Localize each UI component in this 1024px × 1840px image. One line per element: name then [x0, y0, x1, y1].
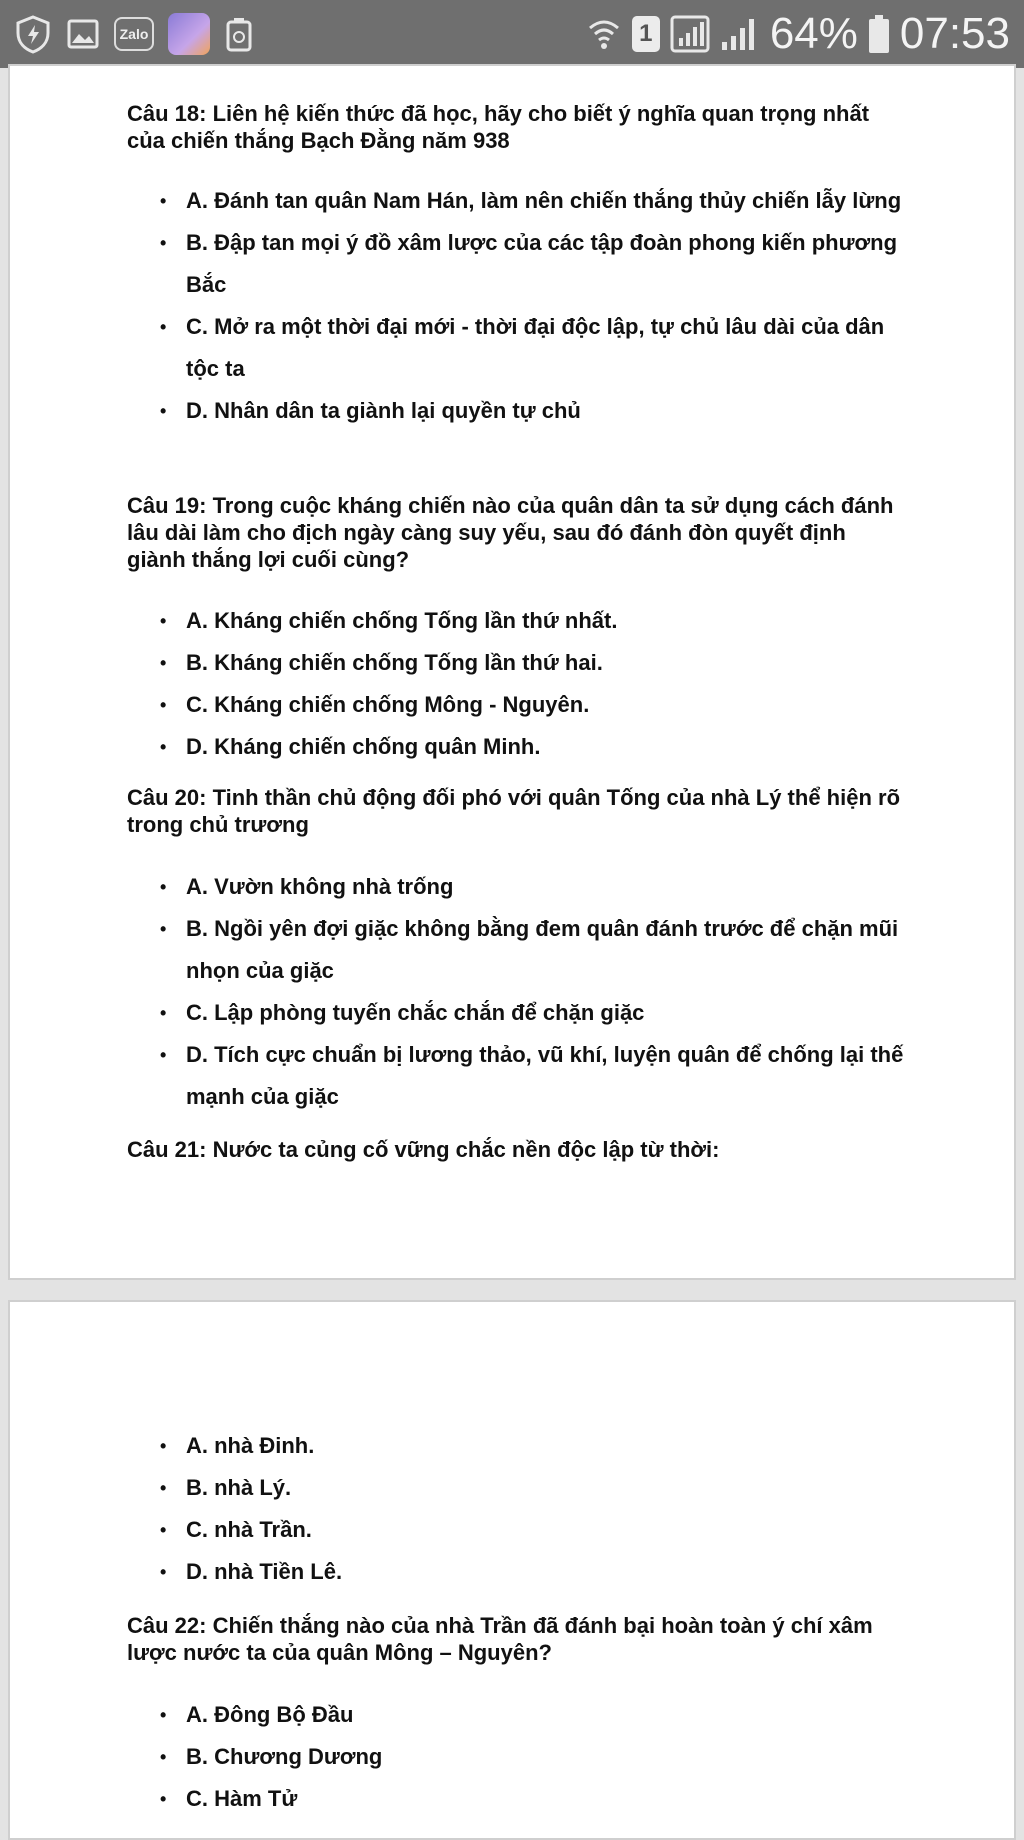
image-icon	[66, 17, 100, 51]
zalo-icon: Zalo	[114, 17, 154, 51]
question-21: Câu 21: Nước ta củng cố vững chắc nền độc lập từ thời:	[127, 1137, 720, 1162]
recycle-icon	[224, 16, 254, 52]
option-item: • A. Đánh tan quân Nam Hán, làm nên chiến thắng thủy chiến lẫy lừng	[186, 180, 906, 222]
question-22: Câu 22: Chiến thắng nào của nhà Trần đã đánh bại hoàn toàn ý chí xâm lược nước ta của quân Mông – Nguyên?	[127, 1613, 873, 1665]
document-page-2	[8, 1300, 1016, 1840]
document-page-1	[8, 64, 1016, 1280]
question-20: Câu 20: Tinh thần chủ động đối phó với quân Tống của nhà Lý thể hiện rõ trong chủ trương	[127, 785, 901, 837]
option-item: • A. nhà Đinh.	[186, 1425, 926, 1467]
clock: 07:53	[899, 9, 1010, 58]
status-bar	[0, 0, 1024, 68]
option-item: • C. Hàm Tử	[186, 1778, 926, 1820]
option-item: • D. Kháng chiến chống quân Minh.	[186, 726, 926, 768]
notification-icons	[14, 13, 254, 55]
option-item: • B. Ngồi yên đợi giặc không bằng đem quân đánh trước để chặn mũi nhọn của giặc	[186, 908, 926, 992]
question-22-options	[186, 1694, 926, 1820]
question-18: Câu 18: Liên hệ kiến thức đã học, hãy cho biết ý nghĩa quan trọng nhất của chiến thắng Bạch Đằng năm 938	[127, 101, 870, 153]
option-item: • B. Chương Dương	[186, 1736, 926, 1778]
app-avatar-icon	[168, 13, 210, 55]
signal-box-icon	[670, 14, 710, 54]
shield-icon	[14, 14, 52, 54]
option-item: • D. Tích cực chuẩn bị lương thảo, vũ khí, luyện quân để chống lại thế mạnh của giặc	[186, 1034, 926, 1118]
option-item: • A. Đông Bộ Đầu	[186, 1694, 926, 1736]
signal-strength-icon	[720, 14, 760, 54]
option-item: • C. Mở ra một thời đại mới - thời đại độc lập, tự chủ lâu dài của dân tộc ta	[186, 306, 906, 390]
wifi-icon	[586, 14, 622, 54]
option-item: • C. Kháng chiến chống Mông - Nguyên.	[186, 684, 926, 726]
question-20-options	[186, 866, 926, 1118]
battery-icon	[868, 14, 890, 54]
option-item: • C. Lập phòng tuyến chắc chắn để chặn giặc	[186, 992, 926, 1034]
battery-percent: 64%	[769, 9, 858, 58]
question-18-options	[186, 180, 906, 432]
option-item: • A. Vườn không nhà trống	[186, 866, 926, 908]
question-21-options	[186, 1425, 926, 1593]
option-item: • D. Nhân dân ta giành lại quyền tự chủ	[186, 390, 906, 432]
option-item: • B. Đập tan mọi ý đồ xâm lược của các tập đoàn phong kiến phương Bắc	[186, 222, 906, 306]
option-item: • B. Kháng chiến chống Tống lần thứ hai.	[186, 642, 926, 684]
system-status	[586, 9, 1010, 59]
sim-badge: 1	[632, 16, 660, 52]
option-item: • A. Kháng chiến chống Tống lần thứ nhất.	[186, 600, 926, 642]
option-item: • C. nhà Trần.	[186, 1509, 926, 1551]
question-19: Câu 19: Trong cuộc kháng chiến nào của quân dân ta sử dụng cách đánh lâu dài làm cho địch ngày càng suy yếu, sau đó đánh đòn quyết định giành thắng lợi cuối cùng?	[127, 493, 894, 572]
option-item: • B. nhà Lý.	[186, 1467, 926, 1509]
option-item: • D. nhà Tiền Lê.	[186, 1551, 926, 1593]
question-19-options	[186, 600, 926, 768]
